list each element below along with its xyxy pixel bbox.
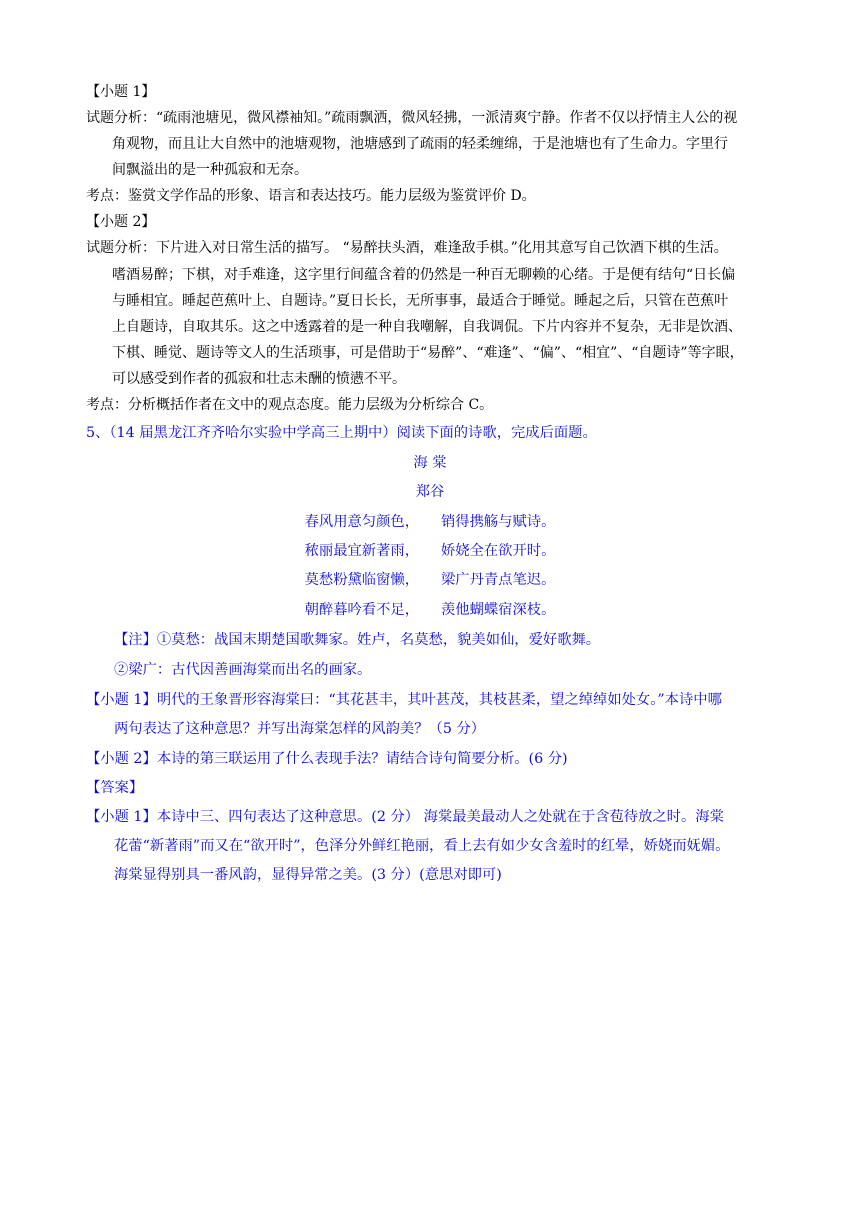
answer-header: 【答案】 xyxy=(86,780,144,796)
poem-line-second-half: 梁广丹青点笔迟。 xyxy=(441,572,556,588)
poem-author: 郑谷 xyxy=(415,484,445,500)
q1-analysis-line: 试题分析：“疏雨池塘见，微风襟袖知。”疏雨飘洒，微风轻拂，一派清爽宁静。作者不仅以抒情主人公的视 xyxy=(86,110,738,126)
poem-line-first-half: 秾丽最宜新著雨， xyxy=(304,543,419,559)
poem-line-first-half: 春风用意匀颜色， xyxy=(304,514,419,530)
subquestion-2: 【小题 2】本诗的第三联运用了什么表现手法？请结合诗句简要分析。(6 分) xyxy=(86,751,568,767)
q2-analysis-line: 上自题诗，自取其乐。这之中透露着的是一种自我嘲解，自我调侃。下片内容并不复杂，无非是饮酒、 xyxy=(112,319,742,335)
answer-line: 海棠显得别具一番风韵，显得异常之美。(3 分）(意思对即可) xyxy=(114,867,502,883)
q2-analysis-line: 试题分析：下片进入对日常生活的描写。 “易醉扶头酒，难逢敌手棋。”化用其意写自己饮酒下棋的生活。 xyxy=(86,240,728,256)
q2-analysis-line: 可以感受到作者的孤寂和壮志未酬的愤懑不平。 xyxy=(112,371,406,387)
subquestion-1-cont: 两句表达了这种意思？并写出海棠怎样的风韵美？（5 分） xyxy=(114,721,486,737)
poem-line-second-half: 羡他蝴蝶宿深枝。 xyxy=(441,602,556,618)
poem-note: ②梁广：古代因善画海棠而出名的画家。 xyxy=(114,662,372,678)
poem-line xyxy=(0,570,860,590)
poem-line xyxy=(0,600,860,620)
poem-title: 海 棠 xyxy=(413,455,447,471)
q2-kaodian: 考点：分析概括作者在文中的观点态度。能力层级为分析综合 C。 xyxy=(86,397,494,413)
q1-analysis-line: 角观物，而且让大自然中的池塘观物，池塘感到了疏雨的轻柔缠绵，于是池塘也有了生命力。字里行 xyxy=(112,136,728,152)
poem-line xyxy=(0,541,860,561)
q2-analysis-line: 嗜酒易醉；下棋，对手难逢，这字里行间蕴含着的仍然是一种百无聊赖的心绪。于是便有结句“日长偏 xyxy=(112,267,736,283)
poem-line xyxy=(0,512,860,532)
question-intro: 5、（14 届黑龙江齐齐哈尔实验中学高三上期中）阅读下面的诗歌，完成后面题。 xyxy=(86,425,597,441)
poem-line-second-half: 娇娆全在欲开时。 xyxy=(441,543,556,559)
q2-analysis-line: 与睡相宜。睡起芭蕉叶上、自题诗。”夏日长长，无所事事，最适合于睡觉。睡起之后，只管在芭蕉叶 xyxy=(112,293,729,309)
poem-line-first-half: 朝醉暮吟看不足， xyxy=(304,602,419,618)
q2-header: 【小题 2】 xyxy=(86,214,156,230)
q1-analysis-line: 间飘溢出的是一种孤寂和无奈。 xyxy=(112,162,308,178)
q1-kaodian: 考点：鉴赏文学作品的形象、语言和表达技巧。能力层级为鉴赏评价 D。 xyxy=(86,188,536,204)
q2-analysis-line: 下棋、睡觉、题诗等文人的生活琐事，可是借助于“易醉”、“难逢”、“偏”、“相宜”、“自题诗”等字眼， xyxy=(112,345,744,361)
answer-line: 花蕾“新著雨”而又在“欲开时”，色泽分外鲜红艳丽，看上去有如少女含羞时的红晕，娇娆而妩媚。 xyxy=(114,838,730,854)
poem-line-second-half: 销得携觞与赋诗。 xyxy=(441,514,556,530)
answer-line: 【小题 1】本诗中三、四句表达了这种意思。(2 分） 海棠最美最动人之处就在于含苞待放之时。海棠 xyxy=(86,809,724,825)
poem-note: 【注】①莫愁：战国末期楚国歌舞家。姓卢，名莫愁，貌美如仙，爱好歌舞。 xyxy=(114,632,601,648)
poem-line-first-half: 莫愁粉黛临窗懒， xyxy=(304,572,419,588)
q1-header: 【小题 1】 xyxy=(86,84,156,100)
subquestion-1: 【小题 1】明代的王象晋形容海棠曰：“其花甚丰，其叶甚茂，其枝甚柔，望之绰绰如处女。”本诗中哪 xyxy=(86,692,722,708)
